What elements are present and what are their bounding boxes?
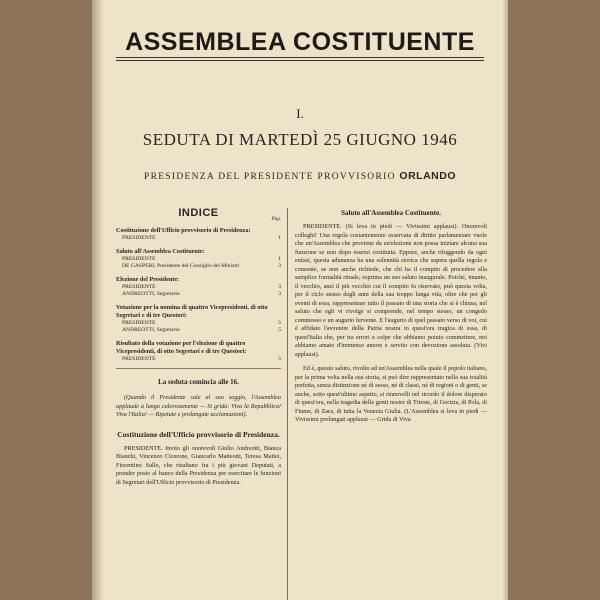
body-paragraph: PRESIDENTE. Invito gli onorevoli Giulio Andreotti, Bianca Bianchi, Vincenzo Cicerone, Giancarlo Matteotti, Teresa Mattei, Fiorentino Sullo, che risultano fra i più giovani Deputati, a prender posto al banco della Presidenza per esercitare le funzioni di Segretari dell'Ufficio provvisorio di Presidenza. [116, 444, 281, 486]
session-heading: SEDUTA DI MARTEDÌ 25 GIUGNO 1946 [142, 130, 458, 149]
toc-entry [116, 284, 281, 292]
toc-entry-label: PRESIDENTE [122, 235, 156, 241]
toc-entry-page: 1 [278, 255, 281, 262]
document-title: ASSEMBLEA COSTITUENTE [125, 28, 475, 56]
toc-entry-label: PRESIDENTE [122, 283, 156, 290]
toc-entry-page: 5 [278, 319, 281, 326]
toc-entry-label: PRESIDENTE [122, 319, 156, 326]
page-column-label: Pag. [271, 217, 281, 222]
toc-entry-page: 5 [278, 327, 281, 333]
toc-entry [116, 256, 281, 264]
toc-section [116, 227, 281, 243]
toc-section [116, 304, 281, 335]
toc-entry-page: 3 [278, 283, 281, 290]
toc-entry [116, 320, 281, 328]
toc-section [116, 248, 281, 271]
toc-entry-page: 5 [278, 355, 281, 362]
section-heading: Costituzione dell'Ufficio provvisorio di Presidenza. [117, 429, 280, 439]
toc-entry-label: ANDREOTTI, Segretario [122, 327, 180, 333]
session-number: I. [296, 106, 304, 121]
document-page [92, 0, 508, 600]
toc-entry-page: 3 [278, 291, 281, 297]
toc-entry-label: PRESIDENTE [122, 255, 156, 262]
spine-shadow [92, 0, 104, 600]
toc-section-heading: Costituzione dell'Ufficio provvisorio di Presidenza: [116, 227, 251, 234]
stage-direction-paragraph: (Quando il Presidente sale al suo seggio, l'Assemblea applaude a lungo calorosamente — Si grida: Viva la Repubblica! Viva l'Italia! — Ripetute e prolungate acclamazioni). [116, 394, 281, 418]
toc-entry [116, 291, 281, 299]
body-paragraph: PRESIDENTE. (Si leva in piedi — Vivissimi applausi). Onorevoli colleghi! Una regola costantemente osservata di diritto parlamentare vuole che un'Assemblea che proviene da un'elezione non possa iniziare alcuna sua funzione se non dopo essersi costituita. Eppure, anche rifuggendo da ogni enfasi, questa adunanza ha una solennità storica che supera quella regola e consente, se non anche richiede, che chi ha il compito di procedere alla semplice formalità rituale, esprima un suo saluto inaugurale. Poiché, intanto, il vecchio, anzi il più vecchio cui il compito fu riservato, può questa volta, per il ciclo stesso degli anni della sua troppo lunga vita, oltre che per gli eventi di essa, rappresentare tutto il passato di una storia che si è chiusa, nel saluto che egli vi rivolge si comprende, nel tempo stesso, un congedo commosso e un augurio fervente. E l'augurio di quel passato verso di voi, cui è affidato l'avvenire della Patria nostra in quest'ora tragica di essa, di quest'Italia che, per tra errori e colpe che abbiamo potuto commettere, noi abbiamo amato d'immenso amore e servito con devozione assoluta. (Vivi applausi). [295, 223, 487, 358]
right-column [295, 205, 487, 425]
toc-section-heading: Risultato della votazione per l'elezione di quattro Vicepresidenti, di otto Segretari e di tre Questori: [116, 339, 247, 355]
session-start-text: La seduta comincia alle 16. [158, 378, 239, 386]
toc-entry-page: 3 [278, 263, 281, 269]
toc-section [116, 340, 281, 364]
index-title: INDICE [178, 207, 219, 219]
toc-entry [116, 327, 281, 335]
left-column [116, 205, 281, 487]
title-rule-top [116, 57, 484, 58]
toc-section-heading: Saluto all'Assemblea Costituente: [116, 247, 205, 255]
toc-entry-label: DE GASPERI, Presidente del Consiglio dei Ministri [122, 263, 240, 269]
presidency-label: PRESIDENZA DEL PRESIDENTE PROVVISORIO [143, 172, 396, 182]
toc-entry [116, 356, 281, 364]
index-divider [116, 368, 281, 369]
toc-entry-label: ANDREOTTI, Segretario [122, 291, 180, 297]
column-divider [287, 208, 288, 600]
section-heading: Saluto all'Assemblea Costituente. [341, 209, 441, 217]
body-paragraph: Ed è, questo saluto, rivolto ad un'Assemblea nella quale il popolo italiano, per la prima volta nella sua storia, si può dire rappresentato nella sua totalità perfetta, senza distinzione né di sesso, né di classi, né di regioni o di genti, se anche, sotto quest'ultimo aspetto, si rinnovelli nel ricordo il dolore disperato di quest'ora, nella tragedia delle genti nostre di Trieste, di Gorizia, di Pola, di Fiume, di Zara, di tutta la Venezia Giulia. (L'Assemblea si leva in piedi — Vivissimi prolungati applausi — Grida di Viva [295, 365, 487, 423]
president-name: ORLANDO [399, 170, 457, 182]
toc-section-heading: Votazione per la nomina di quattro Vicepresidenti, di otto Segretari e di tre Questori: [116, 303, 268, 319]
toc-entry-label: PRESIDENTE [122, 355, 156, 362]
toc-entry [116, 235, 281, 243]
title-rule-bottom [116, 60, 484, 61]
toc-entry-page: 1 [278, 235, 281, 241]
presidency-line [92, 170, 508, 182]
toc-section-heading: Elezione del Presidente: [116, 275, 180, 283]
toc-section [116, 276, 281, 299]
page-edge-shadow [502, 0, 508, 600]
toc-entry [116, 263, 281, 271]
